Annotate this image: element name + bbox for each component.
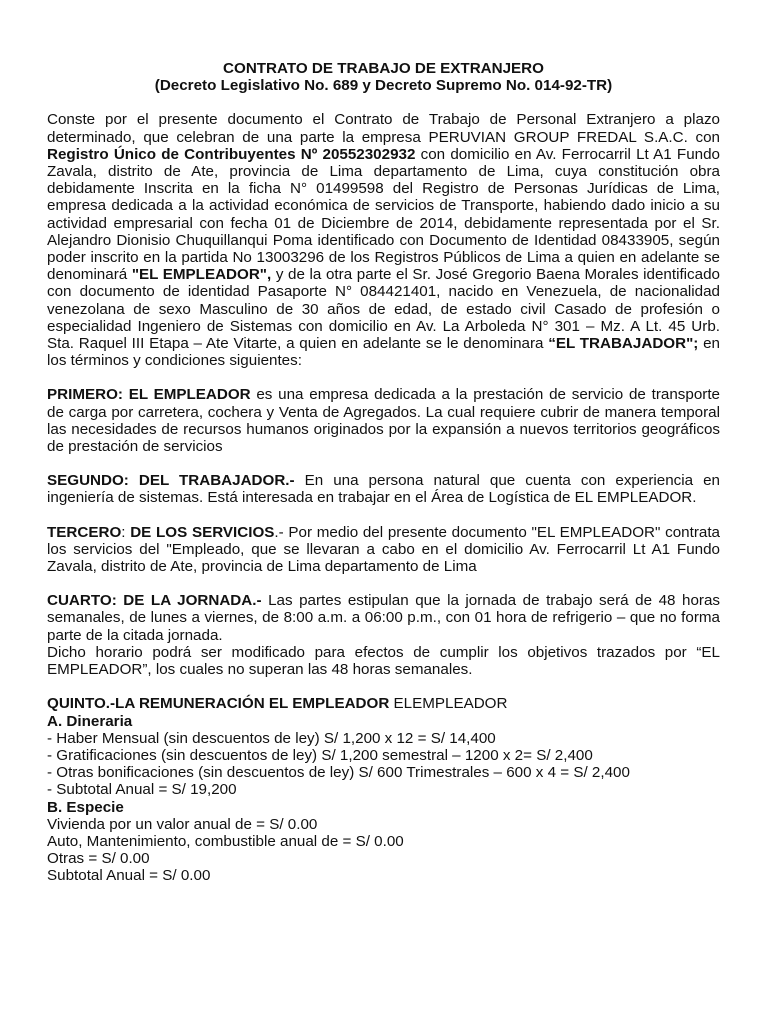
clause-quinto-heading-line — [47, 695, 720, 712]
clause-tercero-subheading: DE LOS SERVICIOS — [130, 523, 275, 541]
clause-quinto-heading: QUINTO.-LA REMUNERACIÓN EL EMPLEADOR — [47, 695, 390, 713]
clause-tercero-sep: : — [121, 523, 131, 541]
document-title: CONTRATO DE TRABAJO DE EXTRANJERO — [223, 60, 544, 77]
list-item: - Subtotal Anual = S/ 19,200 — [47, 781, 237, 799]
clause-cuarto — [47, 592, 720, 644]
spacer — [47, 369, 720, 386]
clause-primero-text: es una empresa dedicada a la prestación de servicio de transporte de carga por carretera, cochera y Venta de Agregados. La cual requiere cubrir de manera temporal las necesidades de recursos humanos originados por la expansión a nuevos territorios geográficos de prestación de servicios — [47, 386, 720, 456]
ruc-number: Registro Único de Contribuyentes Nº 20552302932 — [47, 145, 416, 163]
spacer — [47, 678, 720, 695]
list-item: - Haber Mensual (sin descuentos de ley) S/ 1,200 x 12 = S/ 14,400 — [47, 729, 496, 747]
list-item: - Gratificaciones (sin descuentos de ley) S/ 1,200 semestral – 1200 x 2= S/ 2,400 — [47, 746, 593, 764]
section-b-heading: B. Especie — [47, 798, 124, 816]
clause-tercero — [47, 524, 720, 576]
list-item: Otras = S/ 0.00 — [47, 850, 150, 868]
clause-segundo-heading: SEGUNDO: DEL TRABAJADOR.- — [47, 472, 295, 490]
clause-quinto — [47, 695, 720, 884]
clause-tercero-heading: TERCERO — [47, 523, 122, 541]
list-item: Auto, Mantenimiento, combustible anual de = S/ 0.00 — [47, 832, 404, 850]
document-subtitle: (Decreto Legislativo No. 689 y Decreto Supremo No. 014-92-TR) — [154, 77, 613, 95]
clause-segundo-text: En una persona natural que cuenta con experiencia en ingeniería de sistemas. Está interesada en trabajar en el Área de Logística de EL EMPLEADOR. — [47, 472, 720, 507]
empleador-term: "EL EMPLEADOR", — [131, 266, 272, 284]
intro-text-3: y de la otra parte el Sr. José Gregorio Baena Morales identificado con documento de identidad Pasaporte N° 084421401, nacido en Venezuela, de nacionalidad venezolana de sexo Masculino de 30 años de edad, de estado civil Casado de profesión o especialidad Ingeniero de Sistemas con domicilio en Av. La Arboleda N° 301 – Mz. A Lt. 45 Urb. Sta. Raquel III Etapa – Ate Vitarte, a quien en adelante se le denominara — [47, 266, 720, 353]
list-item: Subtotal Anual = S/ 0.00 — [47, 867, 211, 885]
clause-cuarto-2: Dicho horario podrá ser modificado para efectos de cumplir los objetivos trazados por “EL EMPLEADOR”, los cuales no superan las 48 horas semanales. — [47, 643, 720, 679]
clause-tercero-text: .- Por medio del presente documento "EL EMPLEADOR" contrata los servicios del "Empleado, que se llevaran a cabo en el domicilio Av. Ferrocarril Lt A1 Fundo Zavala, distrito de Ate, provincia de Lima departamento de Lima — [47, 523, 720, 576]
spacer — [47, 507, 720, 524]
clause-cuarto-text: Las partes estipulan que la jornada de trabajo será de 48 horas semanales, de lunes a viernes, de 8:00 a.m. a 06:00 p.m., con 01 hora de refrigerio – que no forma parte de la citada jornada. — [47, 592, 720, 644]
clause-segundo — [47, 472, 720, 506]
intro-text-1: Conste por el presente documento el Contrato de Trabajo de Personal Extranjero a plazo determinado, que celebran de una parte la empresa PERUVIAN GROUP FREDAL S.A.C. con — [47, 111, 720, 146]
list-item: Vivienda por un valor anual de = S/ 0.00 — [47, 815, 318, 833]
clause-cuarto-heading: CUARTO: DE LA JORNADA.- — [47, 592, 262, 610]
intro-text-4: en los términos y condiciones siguientes: — [47, 335, 720, 370]
intro-paragraph — [47, 111, 720, 369]
spacer — [47, 94, 720, 111]
list-item: - Otras bonificaciones (sin descuentos de ley) S/ 600 Trimestrales – 600 x 4 = S/ 2,400 — [47, 764, 630, 782]
spacer — [47, 455, 720, 472]
intro-text-2: con domicilio en Av. Ferrocarril Lt A1 Fundo Zavala, distrito de Ate, provincia de Lima departamento de Lima, cuya constitución obra debidamente Inscrita en la ficha N° 01499598 del Registro de Personas Jurídicas de Lima, empresa dedicada a la actividad económica de servicios de Transporte, habiendo dado inicio a su actividad empresarial con fecha 01 de Diciembre de 2014, debidamente representada por el Sr. Alejandro Dionisio Chuquillanqui Poma identificado con Documento de Identidad 08433905, según poder inscrito en la partida No 13003296 de los Registros Públicos de Lima a quien en adelante se denominará — [47, 145, 720, 284]
contract-document — [47, 60, 720, 885]
document-header — [47, 60, 720, 94]
trabajador-term: “EL TRABAJADOR"; — [548, 335, 699, 353]
clause-quinto-heading-tail: ELEMPLEADOR — [389, 695, 508, 713]
section-a-heading: A. Dineraria — [47, 712, 133, 730]
clause-primero — [47, 386, 720, 455]
spacer — [47, 575, 720, 592]
clause-primero-heading: PRIMERO: EL EMPLEADOR — [47, 386, 251, 404]
